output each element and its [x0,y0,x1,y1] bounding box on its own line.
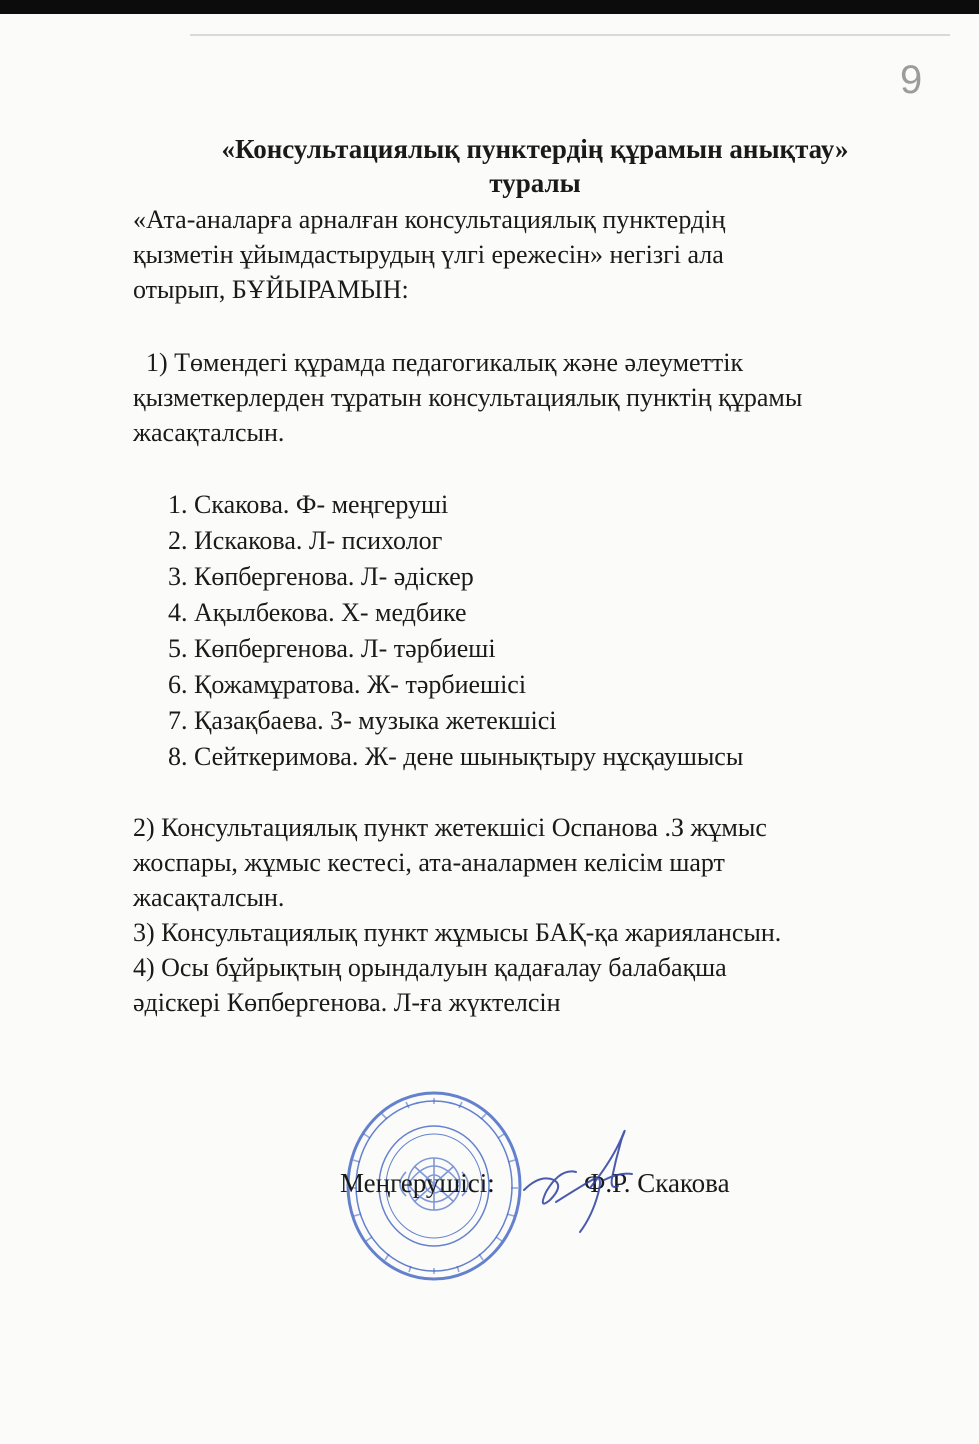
handwritten-signature [520,1128,650,1238]
staff-list-item: 8. Сейткеримова. Ж- дене шынықтыру нұсқаушысы [168,742,744,771]
staff-list-item: 4. Ақылбекова. Х- медбике [168,598,467,627]
scan-top-edge [0,0,979,14]
scan-artifact-line [190,34,950,36]
order-2-line: жоспары, жұмыс кестесі, ата-аналармен келісім шарт [133,848,725,877]
order-item-3: 3) Консультациялық пункт жұмысы БАҚ-қа жариялансын. [133,918,782,947]
staff-list-item: 1. Скакова. Ф- меңгеруші [168,490,449,519]
order-1-line: қызметкерлерден тұратын консультациялық пунктің құрамы [133,383,803,412]
order-item-2 [133,810,767,915]
order-2-line: жасақталсын. [133,883,285,912]
order-4-line: 4) Осы бұйрықтың орындалуын қадағалау балабақша [133,953,727,982]
title-line-1: «Консультациялық пунктердің құрамын анықтау» [221,134,849,164]
order-1-line: жасақталсын. [133,418,285,447]
staff-list-item: 2. Искакова. Л- психолог [168,526,443,555]
preamble [133,202,725,307]
staff-list-item: 7. Қазақбаева. З- музыка жетекшісі [168,706,557,735]
order-4-line: әдіскері Көпбергенова. Л-ға жүктелсін [133,988,561,1017]
title-line-2: туралы [489,168,581,198]
document-title [130,132,940,200]
order-item-4 [133,950,727,1020]
order-1-line: 1) Төмендегі құрамда педагогикалық және әлеуметтік [133,348,744,377]
order-2-line: 2) Консультациялық пункт жетекшісі Оспанова .З жұмыс [133,813,767,842]
preamble-line: отырып, БҰЙЫРАМЫН: [133,275,409,304]
signatory-role: Меңгерушісі: [340,1168,495,1198]
staff-list-item: 5. Көпбергенова. Л- тәрбиеші [168,634,496,663]
signatory-name: Ф.Р. Скакова [584,1168,730,1198]
staff-list [168,487,743,775]
staff-list-item: 3. Көпбергенова. Л- әдіскер [168,562,474,591]
page-number: 9 [900,58,923,102]
staff-list-item: 6. Қожамұратова. Ж- тәрбиешісі [168,670,527,699]
preamble-line: қызметін ұйымдастырудың үлгі ережесін» негізгі ала [133,240,724,269]
preamble-line: «Ата-аналарға арналған консультациялық пунктердің [133,205,726,234]
order-item-1 [133,345,802,450]
